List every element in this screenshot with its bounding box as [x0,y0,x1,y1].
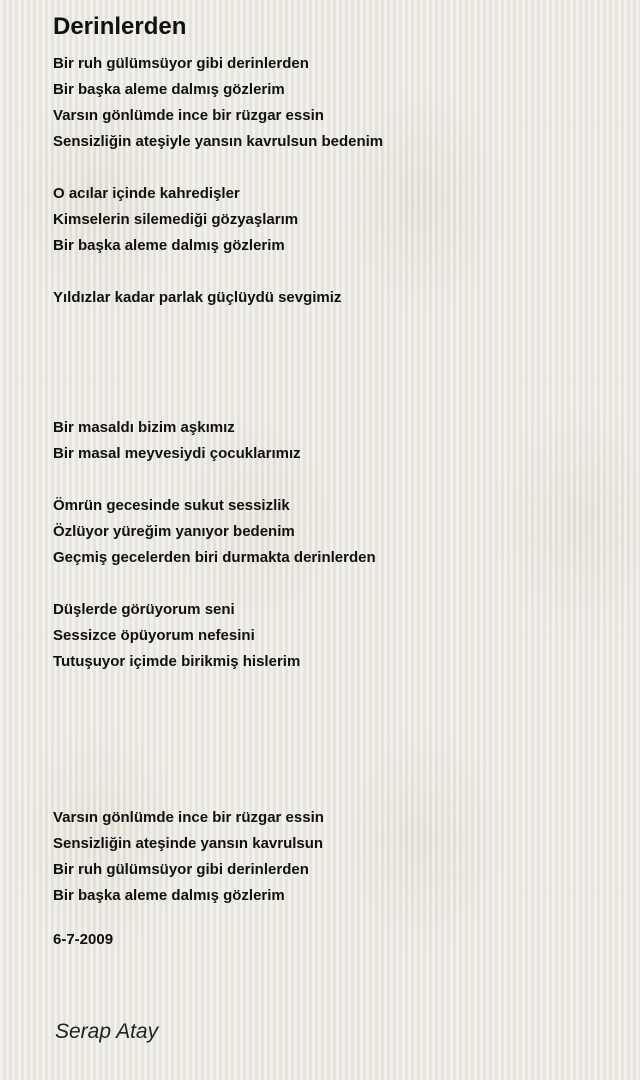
poem-line: Yıldızlar kadar parlak güçlüydü sevgimiz [53,289,342,306]
stanza-gap [53,389,623,415]
stanza-gap [53,337,623,363]
stanza-gap [53,701,623,727]
poem-line: Bir başka aleme dalmış gözlerim [53,81,285,98]
poem-line: Bir ruh gülümsüyor gibi derinlerden [53,55,309,72]
poem-line: Ömrün gecesinde sukut sessizlik [53,497,290,514]
stanza-gap [53,675,623,701]
poem-line: Sensizliğin ateşiyle yansın kavrulsun bedenim [53,133,384,150]
poem-line: Tutuşuyor içimde birikmiş hislerim [53,653,301,670]
stanza-gap [53,363,623,389]
poem-line: Bir başka aleme dalmış gözlerim [53,887,285,904]
author-signature: Serap Atay [55,1020,159,1043]
poem-line: Geçmiş gecelerden biri durmakta derinlerden [53,549,376,566]
poem-line: Özlüyor yüreğim yanıyor bedenim [53,523,295,540]
poem-line: Varsın gönlümde ince bir rüzgar essin [53,107,324,124]
poem-line: Sensizliğin ateşinde yansın kavrulsun [53,835,324,852]
poem-title: Derinlerden [53,13,187,40]
stanza-gap [53,779,623,805]
poem-line: Bir masal meyvesiydi çocuklarımız [53,445,301,462]
stanza-gap [53,259,623,285]
poem-line: Kimselerin silemediği gözyaşlarım [53,211,299,228]
poem-line: Bir masaldı bizim aşkımız [53,419,235,436]
stanza-gap [53,753,623,779]
poem-line: Düşlerde görüyorum seni [53,601,235,618]
stanza-gap [53,571,623,597]
poem-date: 6-7-2009 [53,931,114,948]
poem-line: Bir ruh gülümsüyor gibi derinlerden [53,861,309,878]
poem-body [53,51,623,909]
stanza-gap [53,727,623,753]
stanza-gap [53,311,623,337]
stanza-gap [53,467,623,493]
poem-line: O acılar içinde kahredişler [53,185,240,202]
poem-line: Sessizce öpüyorum nefesini [53,627,255,644]
stanza-gap [53,155,623,181]
poem-line: Varsın gönlümde ince bir rüzgar essin [53,809,324,826]
poem-line: Bir başka aleme dalmış gözlerim [53,237,285,254]
